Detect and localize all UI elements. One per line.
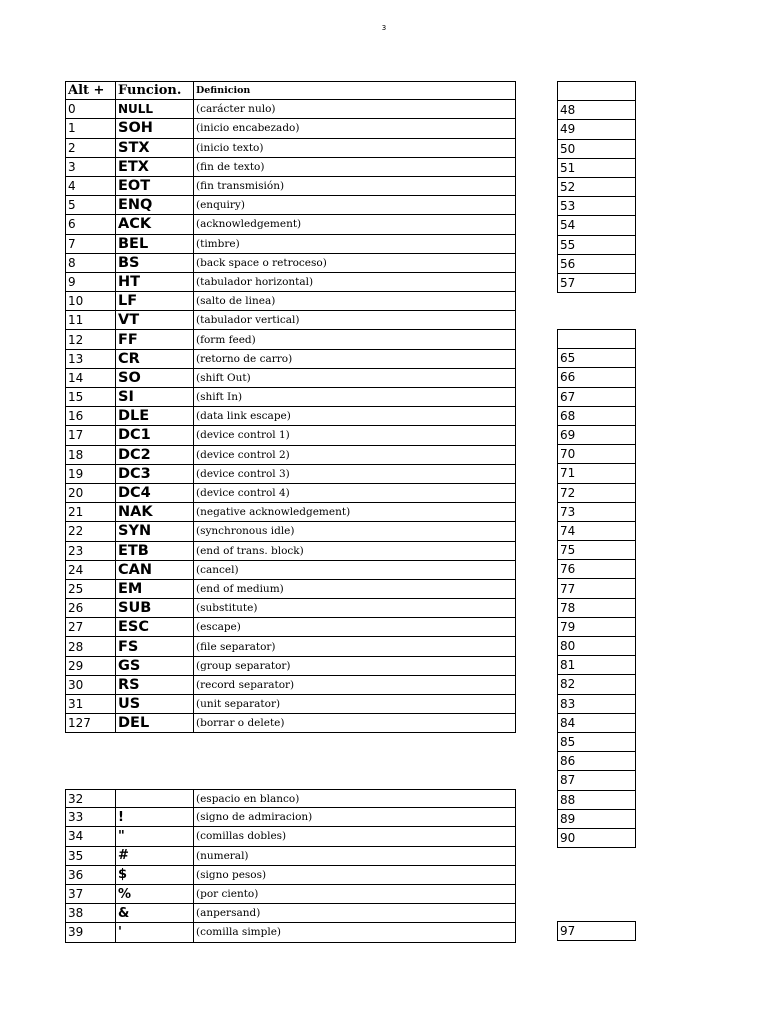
alt-cell: 8 (65, 254, 116, 273)
definicion-cell: (salto de linea) (194, 292, 516, 311)
definicion-cell: (fin de texto) (194, 158, 516, 177)
right-column-cell: 56 (558, 255, 635, 274)
alt-cell: 22 (65, 522, 116, 541)
funcion-cell: ETX (116, 158, 194, 177)
table-row (65, 808, 516, 827)
table-row (65, 215, 516, 234)
definicion-cell: (data link escape) (194, 407, 516, 426)
right-column-cell (558, 82, 635, 101)
funcion-cell: DC3 (116, 465, 194, 484)
table-row (65, 484, 516, 503)
definicion-cell: (substitute) (194, 599, 516, 618)
right-column-cell: 87 (558, 771, 635, 790)
alt-cell: 4 (65, 177, 116, 196)
table-row (65, 235, 516, 254)
page-number: 3 (381, 24, 387, 32)
right-column-cell: 77 (558, 579, 635, 598)
control-characters-table (65, 81, 516, 733)
alt-cell: 3 (65, 158, 116, 177)
alt-cell: 7 (65, 235, 116, 254)
right-column-cell: 88 (558, 791, 635, 810)
definicion-cell: (record separator) (194, 676, 516, 695)
funcion-cell: US (116, 695, 194, 714)
table-row (65, 158, 516, 177)
right-column-cell: 70 (558, 445, 635, 464)
funcion-cell: DEL (116, 714, 194, 733)
table-row (65, 350, 516, 369)
table-row (65, 311, 516, 330)
alt-cell: 23 (65, 542, 116, 561)
funcion-cell: ESC (116, 618, 194, 637)
right-column-cell: 79 (558, 618, 635, 637)
funcion-cell: DC2 (116, 446, 194, 465)
definicion-cell: (unit separator) (194, 695, 516, 714)
funcion-cell: ! (116, 808, 194, 827)
table-row (65, 866, 516, 885)
definicion-cell: (tabulador horizontal) (194, 273, 516, 292)
funcion-cell: HT (116, 273, 194, 292)
definicion-cell: (signo de admiracion) (194, 808, 516, 827)
alt-cell: 36 (65, 866, 116, 885)
definicion-cell: (borrar o delete) (194, 714, 516, 733)
table-row (65, 827, 516, 846)
alt-cell: 2 (65, 139, 116, 158)
table-row (65, 695, 516, 714)
funcion-cell (116, 789, 194, 808)
table-row (65, 465, 516, 484)
header-definicion: Definicion (194, 81, 516, 100)
right-column-cell: 78 (558, 599, 635, 618)
right-column-cell: 52 (558, 178, 635, 197)
right-column-digits (557, 81, 636, 293)
right-column-cell: 55 (558, 236, 635, 255)
definicion-cell: (comilla simple) (194, 923, 516, 942)
right-column-cell: 97 (558, 922, 635, 941)
right-column-cell: 71 (558, 464, 635, 483)
alt-cell: 39 (65, 923, 116, 942)
alt-cell: 16 (65, 407, 116, 426)
funcion-cell: ' (116, 923, 194, 942)
definicion-cell: (enquiry) (194, 196, 516, 215)
definicion-cell: (synchronous idle) (194, 522, 516, 541)
funcion-cell: CAN (116, 561, 194, 580)
funcion-cell: BEL (116, 235, 194, 254)
alt-cell: 9 (65, 273, 116, 292)
definicion-cell: (retorno de carro) (194, 350, 516, 369)
right-column-cell: 82 (558, 675, 635, 694)
alt-cell: 0 (65, 100, 116, 119)
table-row (65, 426, 516, 445)
right-column-cell: 50 (558, 140, 635, 159)
definicion-cell: (end of trans. block) (194, 542, 516, 561)
funcion-cell: NAK (116, 503, 194, 522)
funcion-cell: FF (116, 330, 194, 349)
alt-cell: 29 (65, 657, 116, 676)
table-row (65, 330, 516, 349)
right-column-cell: 53 (558, 197, 635, 216)
funcion-cell: RS (116, 676, 194, 695)
right-column-cell (558, 330, 635, 349)
alt-cell: 28 (65, 637, 116, 656)
alt-cell: 27 (65, 618, 116, 637)
funcion-cell: DC1 (116, 426, 194, 445)
definicion-cell: (numeral) (194, 847, 516, 866)
table-row (65, 923, 516, 942)
table-row (65, 273, 516, 292)
table-row (65, 522, 516, 541)
header-alt: Alt + (65, 81, 116, 100)
definicion-cell: (device control 4) (194, 484, 516, 503)
funcion-cell: SUB (116, 599, 194, 618)
table-row (65, 847, 516, 866)
alt-cell: 34 (65, 827, 116, 846)
funcion-cell: GS (116, 657, 194, 676)
table-row (65, 446, 516, 465)
alt-cell: 10 (65, 292, 116, 311)
table-row (65, 177, 516, 196)
alt-cell: 11 (65, 311, 116, 330)
definicion-cell: (back space o retroceso) (194, 254, 516, 273)
right-column-cell: 86 (558, 752, 635, 771)
definicion-cell: (inicio texto) (194, 139, 516, 158)
right-column-cell: 90 (558, 829, 635, 848)
alt-cell: 17 (65, 426, 116, 445)
table-row (65, 407, 516, 426)
definicion-cell: (negative acknowledgement) (194, 503, 516, 522)
alt-cell: 20 (65, 484, 116, 503)
alt-cell: 21 (65, 503, 116, 522)
alt-cell: 24 (65, 561, 116, 580)
definicion-cell: (fin transmisión) (194, 177, 516, 196)
definicion-cell: (acknowledgement) (194, 215, 516, 234)
table-row (65, 119, 516, 138)
alt-cell: 6 (65, 215, 116, 234)
definicion-cell: (cancel) (194, 561, 516, 580)
funcion-cell: % (116, 885, 194, 904)
funcion-cell: DC4 (116, 484, 194, 503)
definicion-cell: (device control 3) (194, 465, 516, 484)
alt-cell: 18 (65, 446, 116, 465)
funcion-cell: SI (116, 388, 194, 407)
right-column-cell: 65 (558, 349, 635, 368)
definicion-cell: (form feed) (194, 330, 516, 349)
table-row (65, 714, 516, 733)
definicion-cell: (device control 2) (194, 446, 516, 465)
definicion-cell: (group separator) (194, 657, 516, 676)
table-row (65, 139, 516, 158)
definicion-cell: (device control 1) (194, 426, 516, 445)
definicion-cell: (comillas dobles) (194, 827, 516, 846)
funcion-cell: " (116, 827, 194, 846)
right-column-cell: 75 (558, 541, 635, 560)
table-row (65, 561, 516, 580)
right-column-cell: 89 (558, 810, 635, 829)
funcion-cell: DLE (116, 407, 194, 426)
definicion-cell: (timbre) (194, 235, 516, 254)
funcion-cell: SYN (116, 522, 194, 541)
funcion-cell: NULL (116, 100, 194, 119)
right-column-uppercase (557, 329, 636, 848)
funcion-cell: SO (116, 369, 194, 388)
funcion-cell: EOT (116, 177, 194, 196)
table-row (65, 599, 516, 618)
alt-cell: 13 (65, 350, 116, 369)
alt-cell: 33 (65, 808, 116, 827)
right-column-cell: 48 (558, 101, 635, 120)
table-row (65, 292, 516, 311)
table-row (65, 676, 516, 695)
alt-cell: 12 (65, 330, 116, 349)
definicion-cell: (carácter nulo) (194, 100, 516, 119)
table-row (65, 503, 516, 522)
alt-cell: 30 (65, 676, 116, 695)
right-column-cell: 67 (558, 388, 635, 407)
alt-cell: 14 (65, 369, 116, 388)
table-row (65, 369, 516, 388)
right-column-cell: 49 (558, 120, 635, 139)
header-funcion: Funcion. (116, 81, 194, 100)
right-column-cell: 80 (558, 637, 635, 656)
funcion-cell: CR (116, 350, 194, 369)
table-header-row (65, 81, 516, 100)
alt-cell: 5 (65, 196, 116, 215)
funcion-cell: LF (116, 292, 194, 311)
definicion-cell: (espacio en blanco) (194, 789, 516, 808)
table-row (65, 388, 516, 407)
funcion-cell: ETB (116, 542, 194, 561)
alt-cell: 15 (65, 388, 116, 407)
alt-cell: 37 (65, 885, 116, 904)
alt-cell: 26 (65, 599, 116, 618)
table-row (65, 254, 516, 273)
table-row (65, 196, 516, 215)
alt-cell: 31 (65, 695, 116, 714)
definicion-cell: (tabulador vertical) (194, 311, 516, 330)
right-column-cell: 57 (558, 274, 635, 293)
table-row (65, 885, 516, 904)
definicion-cell: (anpersand) (194, 904, 516, 923)
definicion-cell: (inicio encabezado) (194, 119, 516, 138)
table-row (65, 580, 516, 599)
funcion-cell: STX (116, 139, 194, 158)
right-column-cell: 69 (558, 426, 635, 445)
alt-cell: 38 (65, 904, 116, 923)
funcion-cell: SOH (116, 119, 194, 138)
definicion-cell: (end of medium) (194, 580, 516, 599)
funcion-cell: BS (116, 254, 194, 273)
table-row (65, 618, 516, 637)
alt-cell: 32 (65, 789, 116, 808)
right-column-cell: 74 (558, 522, 635, 541)
table-row (65, 904, 516, 923)
right-column-cell: 84 (558, 714, 635, 733)
table-row (65, 657, 516, 676)
right-column-cell: 72 (558, 484, 635, 503)
right-column-cell: 76 (558, 560, 635, 579)
right-column-cell: 68 (558, 407, 635, 426)
definicion-cell: (por ciento) (194, 885, 516, 904)
printable-characters-table (65, 789, 516, 943)
right-column-cell: 81 (558, 656, 635, 675)
table-row (65, 542, 516, 561)
alt-cell: 35 (65, 847, 116, 866)
funcion-cell: # (116, 847, 194, 866)
definicion-cell: (escape) (194, 618, 516, 637)
alt-cell: 127 (65, 714, 116, 733)
right-column-cell: 83 (558, 695, 635, 714)
alt-cell: 25 (65, 580, 116, 599)
right-column-cell: 66 (558, 368, 635, 387)
right-column-cell: 73 (558, 503, 635, 522)
definicion-cell: (file separator) (194, 637, 516, 656)
funcion-cell: & (116, 904, 194, 923)
table-row (65, 637, 516, 656)
right-column-cell: 54 (558, 216, 635, 235)
definicion-cell: (shift Out) (194, 369, 516, 388)
right-column-lowercase (557, 921, 636, 941)
table-row (65, 100, 516, 119)
funcion-cell: EM (116, 580, 194, 599)
funcion-cell: ENQ (116, 196, 194, 215)
alt-cell: 19 (65, 465, 116, 484)
funcion-cell: FS (116, 637, 194, 656)
right-column-cell: 51 (558, 159, 635, 178)
table-row (65, 789, 516, 808)
funcion-cell: $ (116, 866, 194, 885)
alt-cell: 1 (65, 119, 116, 138)
definicion-cell: (signo pesos) (194, 866, 516, 885)
funcion-cell: VT (116, 311, 194, 330)
funcion-cell: ACK (116, 215, 194, 234)
right-column-cell: 85 (558, 733, 635, 752)
definicion-cell: (shift In) (194, 388, 516, 407)
